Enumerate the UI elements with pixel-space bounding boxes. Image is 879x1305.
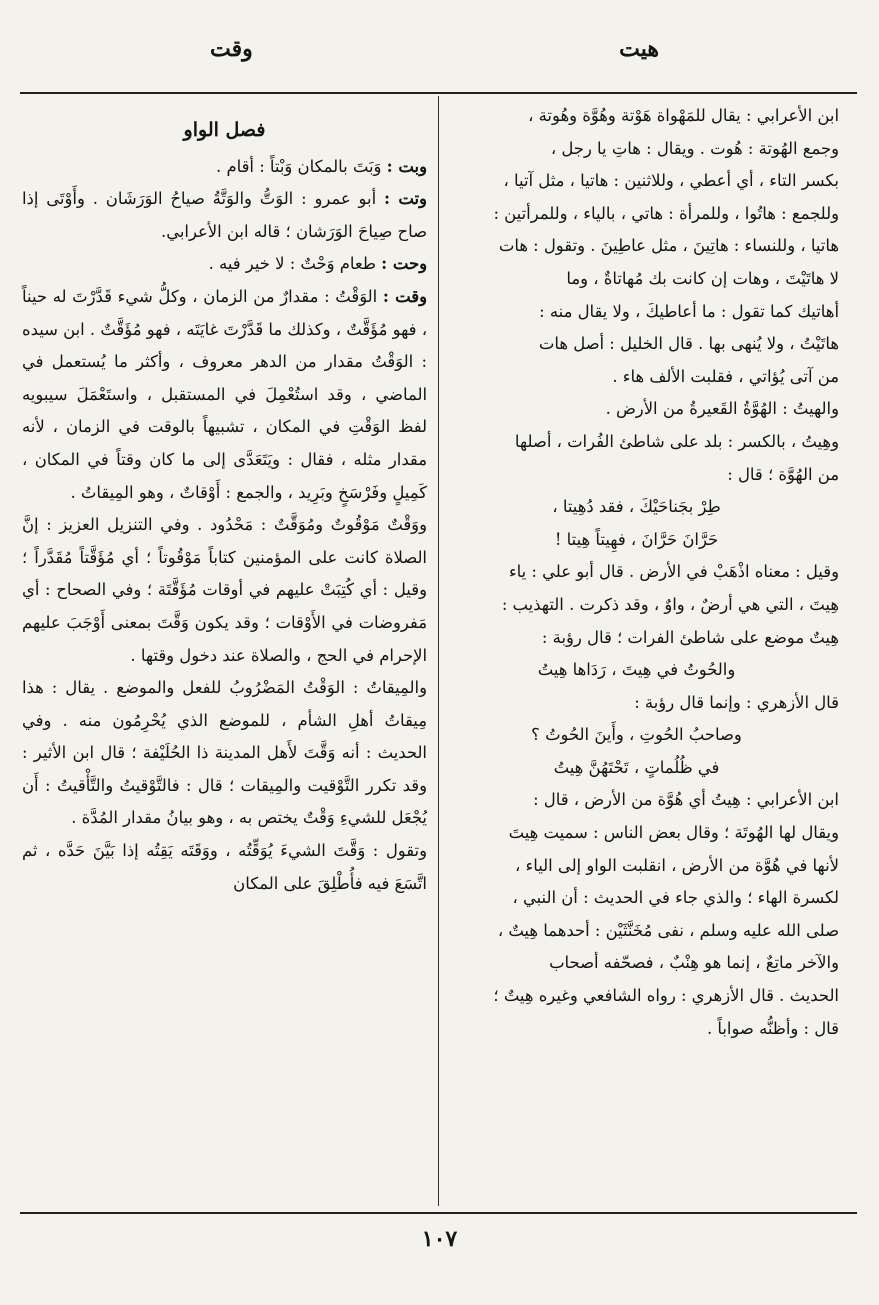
dictionary-entry bbox=[22, 183, 427, 248]
verse-line: حَرَّانَ حَرَّانَ ، فهِيتاً هِيتا ! bbox=[554, 529, 719, 549]
dictionary-entry bbox=[22, 151, 427, 184]
text-line: ابن الأعرابي : هِيتُ أي هُوَّة من الأرض ، قال : bbox=[533, 790, 839, 810]
verse-line: طِرْ بجَناحَيْكَ ، فقد دُهِيتا ، bbox=[552, 497, 721, 517]
text-line: من الهُوَّة ؛ قال : bbox=[727, 464, 839, 484]
entry-text: والمِيقاتُ : الوَقْتُ المَضْرُوبُ للفعل والموضع . يقال : هذا مِيقاتُ أهلِ الشأم ، للموضع الذي يُحْرِمُون منه . وفي الحديث : أنه وَقَّتَ لأَهل المدينة ذا الحُلَيْفة ؛ قال ابن الأثير : وقد تكرر التَّوْقيت والمِيقات ؛ قال : فالتَّوْقيتُ والتَّأْقيتُ : أَن يُجْعَل للشيءِ وَقْتٌ يختص به ، وهو بيانُ مقدار المُدَّة . bbox=[22, 678, 427, 828]
text-line: وقيل : معناه اذْهَبْ في الأرض . قال أبو علي : ياء bbox=[508, 562, 839, 582]
entry-text: طعام وَحْتٌ : لا خير فيه . bbox=[208, 254, 382, 274]
text-line: وجمع الهُوتة : هُوت . ويقال : هاتِ يا رجل ، bbox=[550, 138, 839, 158]
text-line: قال الأزهري : وإنما قال رؤبة : bbox=[634, 692, 839, 712]
verse-line: والحُوتُ في هِيتَ ، رَدَاها هِيتُ bbox=[537, 660, 736, 680]
right-column bbox=[434, 100, 839, 1045]
entry-headword: وحت : bbox=[381, 254, 427, 274]
text-line: لا هاتَيْتَ ، وهات إن كانت بك مُهاتاةٌ ، وما bbox=[566, 268, 839, 288]
dictionary-paragraph bbox=[22, 672, 427, 835]
entry-text: الوَقْتُ : مقدارٌ من الزمان ، وكلُّ شيء قَدَّرْتَ له حيناً ، فهو مُؤَقَّتٌ ، وكذلك ما قَدَّرْتَ غايَتَه ، فهو مُؤَقَّتٌ . ابن سيده : الوَقْتُ مقدار من الدهر معروف ، وأكثر ما يُستعمل في الماضي ، وقد استُعْمِلَ في المستقبل ، واستَعْمَلَ سيبويه لفظ الوَقْتِ في المكان ، تشبيهاً بالوقت في الزمان ، لأنه مقدار مثله ، فقال : ويَتَعَدَّى إلى ما كان وقتاً في المكان ، كَمِيلٍ وفَرْسَخٍ وبَرِيد ، والجمع : أَوْقاتٌ ، وهو المِيقاتُ . bbox=[22, 286, 427, 502]
text-line: هاتَيْتُ ، ولا يُنهى بها . قال الخليل : أصل هات bbox=[538, 334, 839, 354]
text-line: ابن الأعرابي : يقال للمَهْواة هَوْتة وهُوَّة وهُوتة ، bbox=[528, 106, 839, 125]
entry-text: أبو عمرو : الوَتُّ والوَتَّةُ صياحُ الوَرَشَان . وأَوْتَى إذا صاح صِياحَ الوَرَشان ؛ قاله ابن الأعرابي. bbox=[22, 189, 427, 241]
entry-headword: وقت : bbox=[382, 286, 427, 306]
entry-text: ووَقْتٌ مَوْقُوتٌ ومُوَقَّتٌ : مَحْدُود . وفي التنزيل العزيز : إنَّ الصلاة كانت على المؤمنين كتاباً مَوْقُوتاً ؛ أي مُؤَقَّتاً مُقَدَّراً ؛ وقيل : أي كُتِبَتْ عليهم في أوقات مُؤَقَّتَة ؛ وفي الصحاح : أي مَفروضات في الأَوْقات ؛ وقد يكون وَقَّتَ بمعنى أَوْجَبَ عليهم الإحرام في الحج ، والصلاة عند دخول وقتها . bbox=[22, 515, 427, 665]
text-line: هاتيا ، وللنساء : هاتِينَ ، مثل عاطِينَ . وتقول : هات bbox=[498, 236, 839, 256]
entry-headword: وتت : bbox=[384, 189, 427, 209]
text-line: هِيتَ ، التي هي أرضٌ ، واوٌ ، وقد ذكرت . التهذيب : bbox=[501, 594, 839, 614]
dictionary-entry bbox=[22, 281, 427, 509]
text-line: من آتى يُؤاتي ، فقلبت الألف هاء . bbox=[612, 366, 839, 386]
text-line: لأنها في هُوَّة من الأرض ، انقلبت الواو إلى الياء ، bbox=[515, 855, 839, 875]
section-title: فصل الواو bbox=[183, 119, 266, 141]
text-line: هِيتٌ موضع على شاطئ الفرات ؛ قال رؤبة : bbox=[541, 627, 839, 647]
bottom-rule bbox=[20, 1212, 857, 1214]
running-header-left: وقت bbox=[210, 36, 253, 62]
entry-text: وَبَتَ بالمكان وَبْتاً : أقام . bbox=[216, 156, 387, 176]
text-line: الحديث . قال الأزهري : رواه الشافعي وغيره هِيتٌ ؛ bbox=[493, 986, 839, 1006]
left-column bbox=[22, 100, 427, 900]
entry-headword: وبت : bbox=[386, 156, 427, 176]
verse-line: وصاحبُ الحُوتِ ، وأَينَ الحُوتُ ؟ bbox=[531, 725, 742, 745]
text-line: لكسرة الهاء ؛ والذي جاء في الحديث : أن النبي ، bbox=[512, 888, 839, 908]
dictionary-paragraph bbox=[22, 509, 427, 672]
text-line: والهيتُ : الهُوَّةُ القَعيرةُ من الأرض . bbox=[605, 399, 839, 419]
top-rule bbox=[20, 92, 857, 94]
text-line: وللجمع : هاتُوا ، وللمرأة : هاتي ، بالياء ، وللمرأتين : bbox=[493, 203, 839, 223]
dictionary-paragraph bbox=[22, 835, 427, 900]
text-line: بكسر التاء ، أي أعطي ، وللاثنين : هاتيا ، مثل آتيا ، bbox=[503, 171, 839, 191]
entry-text: وتقول : وَقَّتَ الشيءَ يُوَقِّتُه ، ووَقَتَه يَقِتُه إذا بَيَّنَ حَدَّه ، ثم اتَّسَعَ فيه فأُطْلِقَ على المكان bbox=[22, 841, 427, 893]
text-line: والآخر ماتِعٌ ، إنما هو هِنْبٌ ، فصحّفه أصحاب bbox=[549, 953, 839, 973]
running-header-right: هيت bbox=[619, 36, 659, 62]
page-number: ١٠٧ bbox=[421, 1226, 458, 1252]
text-line: صلى الله عليه وسلم ، نفى مُخَنَّثَيْن : أحدهما هِيتٌ ، bbox=[497, 920, 839, 940]
text-line: ويقال لها الهُوتَة ؛ وقال بعض الناس : سميت هِيتَ bbox=[508, 823, 839, 843]
text-line: أهاتيك كما تقول : ما أعاطيكَ ، ولا يقال منه : bbox=[539, 301, 839, 321]
verse-line: في ظُلُماتٍ ، تَحْتَهُنَّ هِيتُ bbox=[553, 757, 720, 777]
text-line: وهِيتُ ، بالكسر : بلد على شاطئ الفُرات ، أصلها bbox=[514, 431, 839, 451]
dictionary-entry bbox=[22, 248, 427, 281]
text-line: قال : وأظنُّه صواباً . bbox=[706, 1018, 839, 1038]
